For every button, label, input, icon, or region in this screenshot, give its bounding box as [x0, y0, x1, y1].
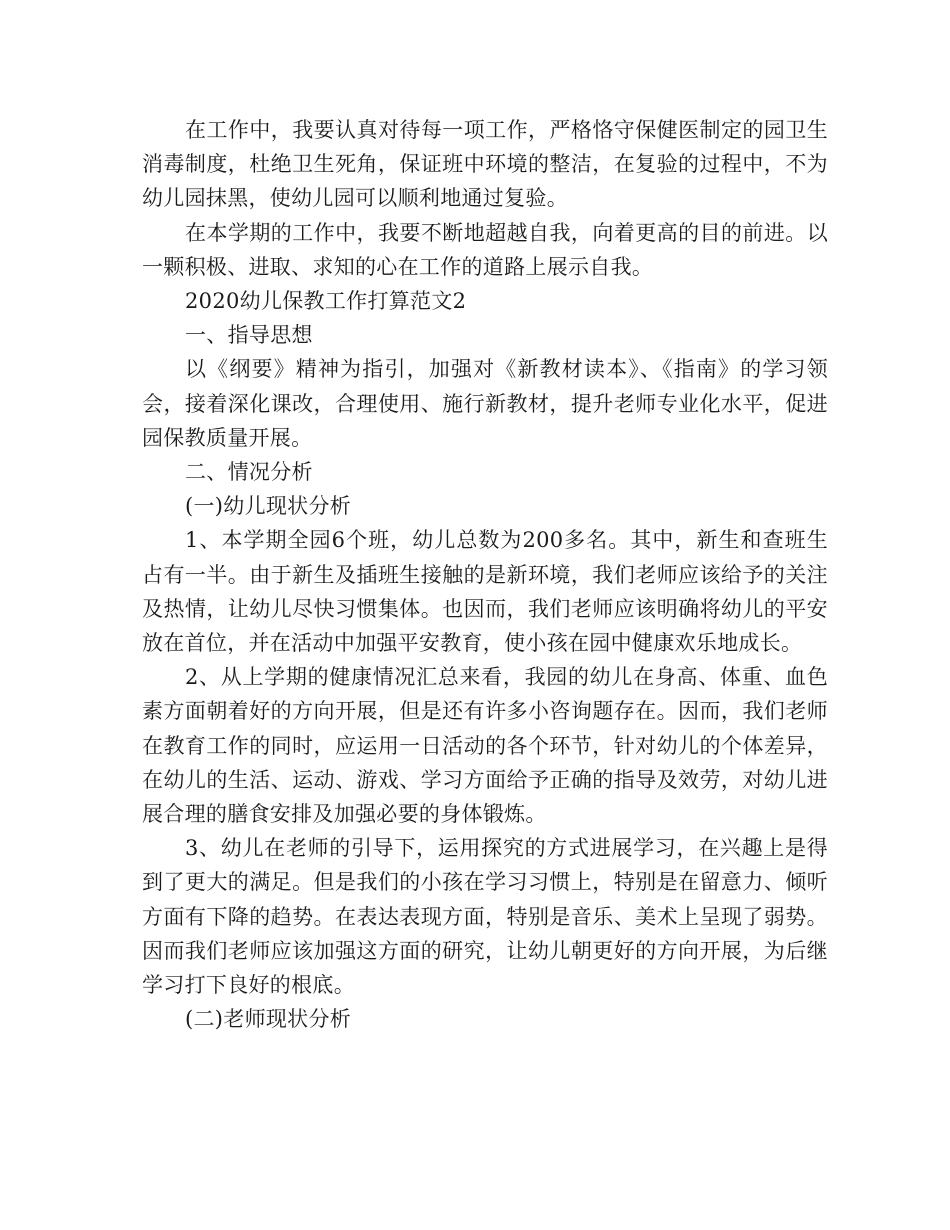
paragraph-children-point-1: 1、本学期全园6个班，幼儿总数为200多名。其中，新生和查班生占有一半。由于新生及插班生接触的是新环境，我们老师应该给予的关注及热情，让幼儿尽快习惯集体。也因而，我们老师应该明确将幼儿的平安放在首位，并在活动中加强平安教育，使小孩在园中健康欢乐地成长。 [142, 528, 828, 656]
heading-guiding-ideology: 一、指导思想 [185, 323, 313, 348]
paragraph-children-point-3: 3、幼儿在老师的引导下，运用探究的方式进展学习，在兴趣上是得到了更大的满足。但是我们的小孩在学习习惯上，特别是在留意力、倾听方面有下降的趋势。在表达表现方面，特别是音乐、美术上呈现了弱势。因而我们老师应该加强这方面的研究，让幼儿朝更好的方向开展，为后继学习打下良好的根底。 [142, 836, 828, 998]
paragraph-school-hygiene: 在工作中，我要认真对待每一项工作，严格恪守保健医制定的园卫生消毒制度，杜绝卫生死角，保证班中环境的整洁，在复验的过程中，不为幼儿园抹黑，使幼儿园可以顺利地通过复验。 [142, 118, 828, 211]
subheading-children-status: (一)幼儿现状分析 [185, 494, 352, 519]
heading-situation-analysis: 二、情况分析 [185, 460, 313, 485]
document-page [142, 113, 828, 1036]
paragraph-children-point-2: 2、从上学期的健康情况汇总来看，我园的幼儿在身高、体重、血色素方面朝着好的方向开展，但是还有许多小咨询题存在。因而，我们老师在教育工作的同时，应运用一日活动的各个环节，针对幼儿的个体差异，在幼儿的生活、运动、游戏、学习方面给予正确的指导及效劳，对幼儿进展合理的膳食安排及加强必要的身体锻炼。 [142, 665, 828, 827]
section-title-plan-2: 2020幼儿保教工作打算范文2 [185, 289, 467, 314]
paragraph-self-improvement: 在本学期的工作中，我要不断地超越自我，向着更高的目的前进。以一颗积极、进取、求知的心在工作的道路上展示自我。 [142, 220, 828, 279]
paragraph-guiding-ideology: 以《纲要》精神为指引，加强对《新教材读本》、《指南》的学习领会，接着深化课改，合理使用、施行新教材，提升老师专业化水平，促进园保教质量开展。 [142, 357, 828, 450]
subheading-teacher-status: (二)老师现状分析 [185, 1007, 352, 1032]
